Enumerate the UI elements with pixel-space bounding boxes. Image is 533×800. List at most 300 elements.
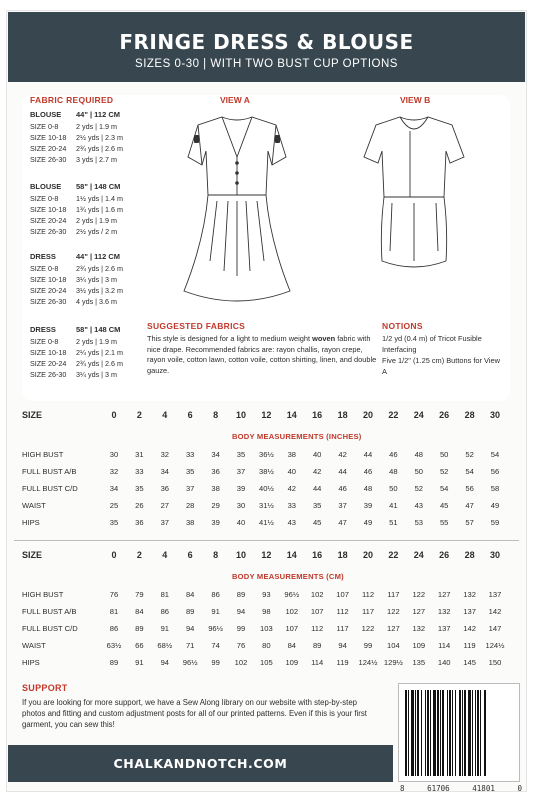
fabric-panel xyxy=(22,95,510,401)
table-cell: 50 xyxy=(439,450,449,459)
size-column-header: 6 xyxy=(187,550,193,560)
table-cell: 45 xyxy=(312,518,322,527)
table-row xyxy=(22,480,510,497)
table-subheading: BODY MEASUREMENTS (CM) xyxy=(232,572,344,581)
table-cell: 31½ xyxy=(259,501,274,510)
table-cell: 112 xyxy=(361,590,375,599)
table-cell: 34 xyxy=(211,450,220,459)
fabric-row xyxy=(30,369,160,380)
table-cell: 124½ xyxy=(485,641,505,650)
table-row xyxy=(22,637,510,654)
table-cell: 132 xyxy=(412,624,426,633)
barcode-bars xyxy=(399,684,519,781)
fabric-group-header xyxy=(30,323,160,336)
table-cell: 145 xyxy=(463,658,476,667)
table-cell: 112 xyxy=(336,607,349,616)
size-column-header: 22 xyxy=(388,410,399,420)
table-row xyxy=(22,603,510,620)
table-cell: 46 xyxy=(338,484,347,493)
table-cell: 114 xyxy=(311,658,324,667)
table-cell: 122 xyxy=(387,607,400,616)
fabric-size-range: SIZE 26-30 xyxy=(30,227,67,236)
fabric-group xyxy=(30,180,160,237)
table-cell: 124½ xyxy=(358,658,378,667)
table-cell: 54 xyxy=(439,484,449,493)
fabric-group xyxy=(30,250,160,307)
barcode-digit-group: 8 xyxy=(400,784,405,793)
table-cell: 42 xyxy=(312,467,322,476)
fabric-size-range: SIZE 10-18 xyxy=(30,348,67,357)
fabric-amount: 4 yds | 3.6 m xyxy=(76,297,118,306)
table-cell: 127 xyxy=(437,590,451,599)
header-banner xyxy=(8,12,525,82)
fabric-amount: 2½ yds / 2 m xyxy=(76,227,118,236)
support-heading: SUPPORT xyxy=(22,683,68,693)
table-cell: 127 xyxy=(412,607,426,616)
fabric-amount: 2 yds | 1.9 m xyxy=(76,337,118,346)
table-cell: 34 xyxy=(109,484,119,493)
suggested-fabrics-text xyxy=(147,334,379,376)
table-cell: 48 xyxy=(363,484,373,493)
table-cell: 109 xyxy=(285,658,299,667)
fabric-group-header xyxy=(30,180,160,193)
size-column-header: 26 xyxy=(439,410,450,420)
size-column-header: 30 xyxy=(489,550,500,560)
table-cell: 30 xyxy=(109,450,119,459)
table-cell: 112 xyxy=(311,624,324,633)
table-cell: 127 xyxy=(387,624,400,633)
fabric-row xyxy=(30,285,160,296)
fabric-row xyxy=(30,143,160,154)
fabric-garment-name: BLOUSE xyxy=(30,182,62,191)
table-row xyxy=(22,654,510,671)
size-header-row xyxy=(22,406,510,430)
size-column-header: 6 xyxy=(187,410,193,420)
table-cell: 94 xyxy=(236,607,246,616)
fabric-garment-name: DRESS xyxy=(30,325,56,334)
table-cell: 94 xyxy=(160,658,170,667)
suggested-text-start: This style is designed for a light to medium weight xyxy=(147,334,313,343)
table-cell: 32 xyxy=(109,467,119,476)
table-cell: 93 xyxy=(262,590,271,599)
fabric-width: 44" | 112 CM xyxy=(76,110,121,119)
table-cell: 38½ xyxy=(259,467,274,476)
fabric-row xyxy=(30,204,160,215)
table-cell: 52 xyxy=(465,450,474,459)
table-cell: 89 xyxy=(236,590,246,599)
fabric-group xyxy=(30,108,160,165)
table-subheading-row xyxy=(22,570,510,586)
size-column-header: 26 xyxy=(439,550,450,560)
fabric-size-range: SIZE 20-24 xyxy=(30,286,67,295)
table-cell: 137 xyxy=(463,607,476,616)
table-cell: 33 xyxy=(135,467,144,476)
table-cell: 107 xyxy=(310,607,324,616)
suggested-text-end: fabric with nice drape. Recommended fabrics are: rayon challis, rayon crepe, rayon voile, cotton lawn, cotton voile, cotton shirting, linen, and double gauze. xyxy=(147,334,377,375)
fabric-required-heading: FABRIC REQUIRED xyxy=(30,95,114,105)
barcode-digit-group: 0 xyxy=(517,784,522,793)
fabric-row xyxy=(30,274,160,285)
fabric-amount: 3¼ yds | 3 m xyxy=(76,275,118,284)
table-cell: 119 xyxy=(336,658,349,667)
row-label: FULL BUST C/D xyxy=(22,624,78,633)
fabric-width: 44" | 112 CM xyxy=(76,252,121,261)
row-label: HIPS xyxy=(22,658,40,667)
suggested-text-bold: woven xyxy=(312,334,336,343)
table-cell: 80 xyxy=(262,641,271,650)
fabric-amount: 1¾ yds | 1.6 m xyxy=(76,205,124,214)
support-text: If you are looking for more support, we have a Sew Along library on our website with step-by-step photos and fitting and custom adjustment posts for all of our printed patterns. Even if this is your first garment, you can sew this! xyxy=(22,698,367,729)
table-cell: 54 xyxy=(490,450,500,459)
table-cell: 32 xyxy=(160,450,170,459)
table-cell: 86 xyxy=(160,607,170,616)
table-cell: 44 xyxy=(338,467,347,476)
table-cell: 42 xyxy=(287,484,297,493)
table-cell: 107 xyxy=(336,590,349,599)
size-column-header: 30 xyxy=(489,410,500,420)
fabric-group xyxy=(30,323,160,380)
row-label: HIPS xyxy=(22,518,40,527)
fabric-group-header xyxy=(30,108,160,121)
table-cell: 81 xyxy=(160,590,170,599)
table-cell: 40 xyxy=(287,467,297,476)
size-column-header: 28 xyxy=(464,410,475,420)
table-cell: 105 xyxy=(260,658,273,667)
table-cell: 38 xyxy=(287,450,297,459)
row-label: FULL BUST A/B xyxy=(22,467,77,476)
fabric-amount: 3 yds | 2.7 m xyxy=(76,155,118,164)
size-column-header: 18 xyxy=(337,550,348,560)
table-cell: 89 xyxy=(185,607,195,616)
notions-heading: NOTIONS xyxy=(382,321,423,331)
table-cell: 41½ xyxy=(259,518,274,527)
table-cell: 96½ xyxy=(284,590,300,599)
fabric-amount: 2 yds | 1.9 m xyxy=(76,216,118,225)
fabric-amount: 2½ yds | 2.3 m xyxy=(76,133,124,142)
table-cell: 35 xyxy=(312,501,322,510)
size-label: SIZE xyxy=(22,550,43,560)
table-cell: 104 xyxy=(387,641,400,650)
table-cell: 50 xyxy=(389,484,398,493)
table-cell: 54 xyxy=(465,467,474,476)
table-cell: 132 xyxy=(463,590,476,599)
fabric-row xyxy=(30,154,160,165)
fabric-garment-name: DRESS xyxy=(30,252,56,261)
size-column-header: 2 xyxy=(136,550,142,560)
size-column-header: 16 xyxy=(312,410,323,420)
table-cell: 40½ xyxy=(259,484,274,493)
table-cell: 107 xyxy=(285,624,299,633)
footer-website[interactable]: CHALKANDNOTCH.COM xyxy=(8,745,393,782)
table-cell: 53 xyxy=(414,518,424,527)
table-cell: 36 xyxy=(135,518,144,527)
row-label: WAIST xyxy=(22,501,46,510)
table-cell: 89 xyxy=(312,641,322,650)
fabric-width: 58" | 148 CM xyxy=(76,182,121,191)
fabric-row xyxy=(30,347,160,358)
table-cell: 122 xyxy=(412,590,426,599)
table-cell: 52 xyxy=(439,467,449,476)
table-cell: 71 xyxy=(185,641,195,650)
table-cell: 96½ xyxy=(208,624,223,633)
size-column-header: 20 xyxy=(362,410,373,420)
table-cell: 147 xyxy=(488,624,502,633)
table-cell: 39 xyxy=(211,518,220,527)
table-cell: 91 xyxy=(135,658,144,667)
size-column-header: 12 xyxy=(261,410,272,420)
table-cell: 55 xyxy=(439,518,449,527)
size-column-header: 8 xyxy=(213,550,219,560)
view-a-dress-illustration xyxy=(172,111,302,321)
fabric-row xyxy=(30,336,160,347)
table-cell: 81 xyxy=(109,607,119,616)
barcode-digits xyxy=(400,784,522,793)
fabric-width: 58" | 148 CM xyxy=(76,325,121,334)
table-subheading-row xyxy=(22,430,510,446)
fabric-size-range: SIZE 10-18 xyxy=(30,133,67,142)
table-cell: 122 xyxy=(361,624,375,633)
table-cell: 30 xyxy=(236,501,246,510)
fabric-size-range: SIZE 10-18 xyxy=(30,275,67,284)
table-cell: 36½ xyxy=(259,450,274,459)
size-column-header: 16 xyxy=(312,550,323,560)
table-cell: 117 xyxy=(361,607,375,616)
table-cell: 98 xyxy=(262,607,271,616)
row-label: FULL BUST A/B xyxy=(22,607,77,616)
row-label: HIGH BUST xyxy=(22,590,64,599)
row-label: FULL BUST C/D xyxy=(22,484,78,493)
table-cell: 102 xyxy=(285,607,299,616)
table-cell: 35 xyxy=(185,467,195,476)
table-cell: 119 xyxy=(463,641,476,650)
table-row xyxy=(22,497,510,514)
size-column-header: 4 xyxy=(162,410,168,420)
table-cell: 135 xyxy=(412,658,426,667)
table-cell: 68½ xyxy=(157,641,173,650)
row-label: HIGH BUST xyxy=(22,450,64,459)
table-cell: 37 xyxy=(236,467,246,476)
barcode-digit-group: 41801 xyxy=(472,784,495,793)
notion-item: Five 1/2" (1.25 cm) Buttons for View A xyxy=(382,356,500,376)
table-cell: 33 xyxy=(185,450,195,459)
size-column-header: 10 xyxy=(235,550,246,560)
table-cell: 109 xyxy=(412,641,426,650)
table-cell: 49 xyxy=(490,501,500,510)
table-cell: 84 xyxy=(135,607,144,616)
fabric-size-range: SIZE 0-8 xyxy=(30,264,59,273)
size-column-header: 10 xyxy=(235,410,246,420)
size-header-row xyxy=(22,546,510,570)
table-cell: 42 xyxy=(338,450,347,459)
fabric-row xyxy=(30,358,160,369)
fabric-row xyxy=(30,263,160,274)
table-row xyxy=(22,514,510,531)
table-cell: 84 xyxy=(287,641,297,650)
size-label: SIZE xyxy=(22,410,43,420)
table-cell: 132 xyxy=(437,607,451,616)
size-column-header: 14 xyxy=(286,410,297,420)
table-divider xyxy=(14,540,519,541)
fabric-row xyxy=(30,215,160,226)
size-column-header: 0 xyxy=(111,550,117,560)
measurements-table-inches xyxy=(22,406,510,531)
table-cell: 52 xyxy=(414,484,424,493)
table-cell: 150 xyxy=(488,658,502,667)
table-cell: 142 xyxy=(463,624,476,633)
fabric-amount: 3½ yds | 3.2 m xyxy=(76,286,124,295)
table-cell: 34 xyxy=(160,467,170,476)
table-cell: 129½ xyxy=(383,658,403,667)
notion-item: 1/2 yd (0.4 m) of Tricot Fusible Interfacing xyxy=(382,334,482,354)
view-a-label: VIEW A xyxy=(220,95,250,105)
table-cell: 29 xyxy=(211,501,220,510)
table-cell: 43 xyxy=(414,501,424,510)
barcode-digit-group: 61706 xyxy=(427,784,450,793)
page-subtitle: SIZES 0-30 | WITH TWO BUST CUP OPTIONS xyxy=(135,58,398,70)
fabric-size-range: SIZE 20-24 xyxy=(30,144,67,153)
table-cell: 89 xyxy=(135,624,144,633)
size-column-header: 18 xyxy=(337,410,348,420)
row-label: WAIST xyxy=(22,641,46,650)
fabric-amount: 3¼ yds | 3 m xyxy=(76,370,118,379)
table-cell: 86 xyxy=(211,590,220,599)
table-cell: 39 xyxy=(363,501,373,510)
table-cell: 40 xyxy=(236,518,246,527)
fabric-size-range: SIZE 26-30 xyxy=(30,297,67,306)
fabric-row xyxy=(30,226,160,237)
table-cell: 96½ xyxy=(182,658,198,667)
table-cell: 91 xyxy=(160,624,170,633)
table-cell: 36 xyxy=(160,484,170,493)
fabric-size-range: SIZE 0-8 xyxy=(30,337,59,346)
table-cell: 38 xyxy=(211,484,220,493)
size-column-header: 24 xyxy=(413,550,424,560)
table-cell: 56 xyxy=(465,484,474,493)
table-cell: 46 xyxy=(363,467,373,476)
table-cell: 46 xyxy=(389,450,398,459)
notions xyxy=(382,321,502,378)
table-cell: 39 xyxy=(236,484,246,493)
size-column-header: 4 xyxy=(162,550,168,560)
table-cell: 117 xyxy=(336,624,349,633)
size-column-header: 12 xyxy=(261,550,272,560)
barcode xyxy=(398,683,520,782)
table-cell: 41 xyxy=(389,501,398,510)
table-cell: 79 xyxy=(135,590,144,599)
page-title: FRINGE DRESS & BLOUSE xyxy=(119,30,414,54)
fabric-row xyxy=(30,132,160,143)
table-cell: 25 xyxy=(109,501,119,510)
suggested-fabrics-heading: SUGGESTED FABRICS xyxy=(147,321,246,331)
fabric-amount: 2¾ yds | 2.6 m xyxy=(76,144,124,153)
table-cell: 50 xyxy=(414,467,424,476)
size-column-header: 22 xyxy=(388,550,399,560)
suggested-fabrics xyxy=(147,321,379,376)
table-cell: 76 xyxy=(109,590,119,599)
table-cell: 142 xyxy=(488,607,502,616)
table-cell: 58 xyxy=(490,484,500,493)
table-subheading: BODY MEASUREMENTS (INCHES) xyxy=(232,432,362,441)
table-cell: 99 xyxy=(211,658,220,667)
table-row xyxy=(22,463,510,480)
table-cell: 37 xyxy=(338,501,347,510)
fabric-size-range: SIZE 20-24 xyxy=(30,359,67,368)
fabric-size-range: SIZE 0-8 xyxy=(30,122,59,131)
fabric-amount: 2¾ yds | 2.6 m xyxy=(76,264,124,273)
table-cell: 66 xyxy=(135,641,144,650)
table-cell: 102 xyxy=(310,590,324,599)
table-cell: 47 xyxy=(465,501,474,510)
table-cell: 43 xyxy=(287,518,297,527)
fabric-amount: 2¼ yds | 2.1 m xyxy=(76,348,124,357)
table-cell: 137 xyxy=(437,624,451,633)
table-cell: 49 xyxy=(363,518,373,527)
table-cell: 99 xyxy=(236,624,246,633)
table-cell: 48 xyxy=(414,450,424,459)
table-cell: 37 xyxy=(160,518,170,527)
fabric-garment-name: BLOUSE xyxy=(30,110,62,119)
table-cell: 89 xyxy=(109,658,119,667)
size-column-header: 14 xyxy=(286,550,297,560)
fabric-size-range: SIZE 26-30 xyxy=(30,370,67,379)
size-column-header: 20 xyxy=(362,550,373,560)
table-cell: 114 xyxy=(438,641,451,650)
table-cell: 59 xyxy=(490,518,500,527)
table-row xyxy=(22,586,510,603)
table-cell: 27 xyxy=(160,501,170,510)
table-cell: 56 xyxy=(490,467,500,476)
table-cell: 99 xyxy=(363,641,373,650)
table-cell: 103 xyxy=(260,624,273,633)
view-b-label: VIEW B xyxy=(400,95,431,105)
table-cell: 45 xyxy=(439,501,449,510)
table-cell: 47 xyxy=(338,518,347,527)
table-cell: 44 xyxy=(312,484,322,493)
table-row xyxy=(22,446,510,463)
table-cell: 86 xyxy=(109,624,119,633)
table-cell: 51 xyxy=(389,518,398,527)
table-cell: 35 xyxy=(135,484,144,493)
table-cell: 117 xyxy=(387,590,400,599)
fabric-row xyxy=(30,193,160,204)
size-column-header: 0 xyxy=(111,410,117,420)
table-cell: 40 xyxy=(312,450,322,459)
measurements-table-cm xyxy=(22,546,510,671)
fabric-amount: 1½ yds | 1.4 m xyxy=(76,194,124,203)
fabric-amount: 2¾ yds | 2.6 m xyxy=(76,359,124,368)
fabric-size-range: SIZE 20-24 xyxy=(30,216,67,225)
fabric-row xyxy=(30,121,160,132)
support-section xyxy=(22,683,372,730)
size-column-header: 28 xyxy=(464,550,475,560)
table-row xyxy=(22,620,510,637)
table-cell: 28 xyxy=(185,501,195,510)
table-cell: 84 xyxy=(185,590,195,599)
table-cell: 33 xyxy=(287,501,297,510)
table-cell: 94 xyxy=(185,624,195,633)
table-cell: 35 xyxy=(236,450,246,459)
table-cell: 137 xyxy=(488,590,502,599)
table-cell: 48 xyxy=(389,467,398,476)
table-cell: 63½ xyxy=(106,641,122,650)
fabric-group-header xyxy=(30,250,160,263)
table-cell: 57 xyxy=(465,518,474,527)
view-b-blouse-illustration xyxy=(352,111,477,321)
fabric-amount: 2 yds | 1.9 m xyxy=(76,122,118,131)
size-column-header: 24 xyxy=(413,410,424,420)
size-column-header: 8 xyxy=(213,410,219,420)
fabric-row xyxy=(30,296,160,307)
